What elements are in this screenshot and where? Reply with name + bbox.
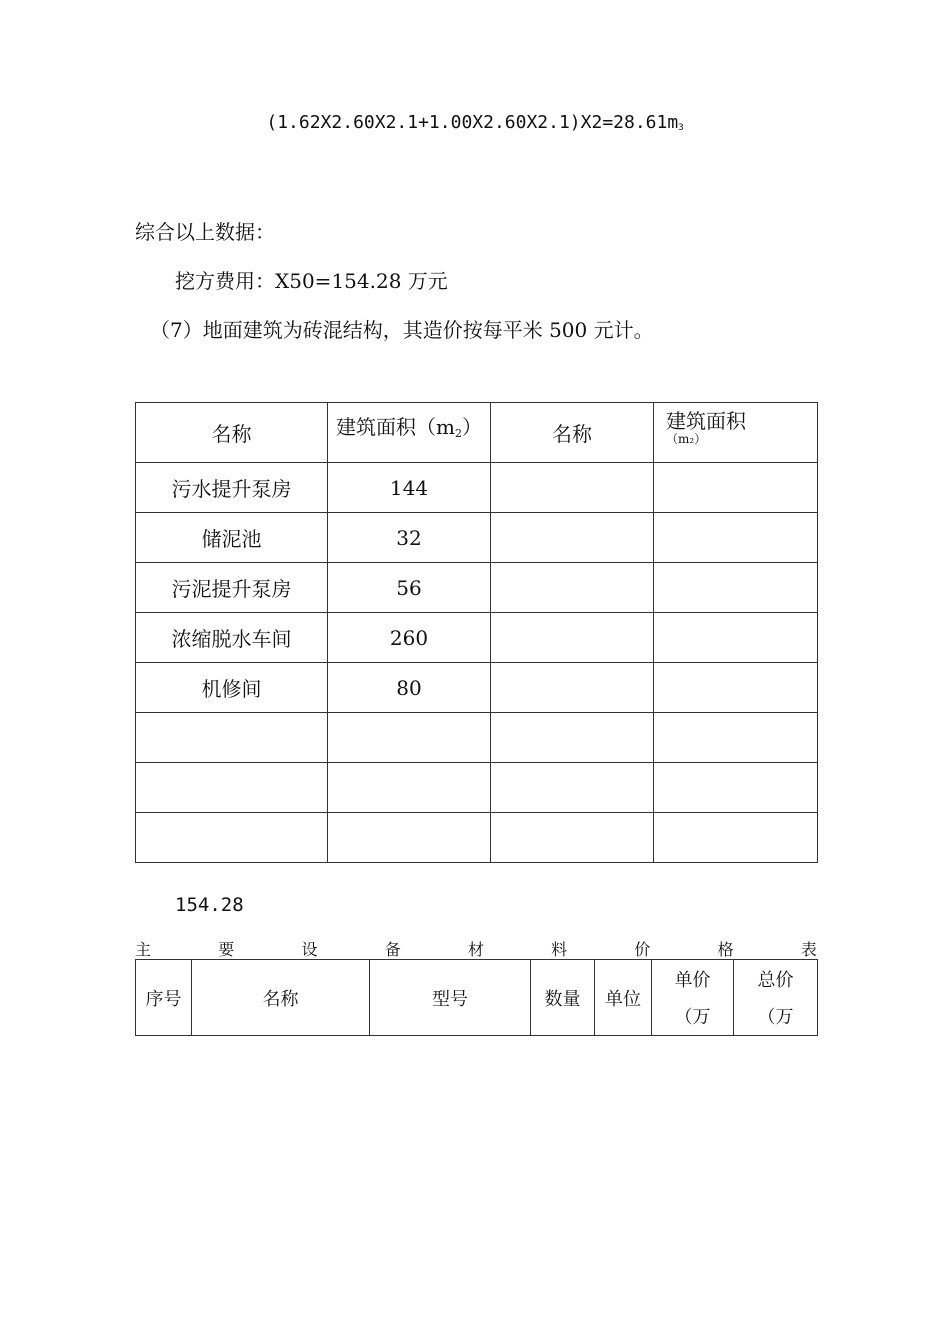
title-char: 设 bbox=[301, 940, 318, 959]
cell-empty bbox=[654, 813, 818, 863]
title-char: 材 bbox=[467, 940, 484, 959]
summary-label: 综合以上数据： bbox=[135, 220, 275, 244]
header-name: 名称 bbox=[136, 403, 328, 463]
cell-empty bbox=[491, 563, 654, 613]
cell-empty bbox=[491, 613, 654, 663]
table-row bbox=[136, 513, 818, 563]
header-name-2: 名称 bbox=[491, 403, 654, 463]
excavation-cost: 挖方费用：X50=154.28 万元 bbox=[175, 269, 448, 293]
table-header-row bbox=[136, 403, 818, 463]
cell-empty bbox=[654, 763, 818, 813]
cell-empty bbox=[654, 713, 818, 763]
formula-subscript: 3 bbox=[678, 123, 684, 133]
title-char: 备 bbox=[384, 940, 401, 959]
header-area-sub: 2 bbox=[454, 427, 462, 440]
cell-area: 260 bbox=[328, 613, 491, 663]
title-char: 主 bbox=[135, 940, 152, 959]
cell-empty bbox=[491, 763, 654, 813]
header-area-text: 建筑面积（m bbox=[336, 415, 455, 439]
header-unit: 单位 bbox=[595, 960, 652, 1036]
building-area-table bbox=[135, 402, 818, 863]
title-char: 料 bbox=[551, 940, 568, 959]
table-row bbox=[136, 613, 818, 663]
equipment-table-title bbox=[135, 940, 817, 960]
header-unit-price bbox=[652, 960, 734, 1036]
cell-empty bbox=[654, 613, 818, 663]
cell-name: 污水提升泵房 bbox=[136, 463, 328, 513]
cell-name: 机修间 bbox=[136, 663, 328, 713]
header-name: 名称 bbox=[192, 960, 370, 1036]
total-price-line1: 总价 bbox=[757, 969, 794, 991]
table-row bbox=[136, 713, 818, 763]
cell-name: 浓缩脱水车间 bbox=[136, 613, 328, 663]
header-area bbox=[328, 403, 491, 463]
header-area-2-line2: （m₂） bbox=[666, 432, 707, 446]
header-qty: 数量 bbox=[531, 960, 595, 1036]
cell-area bbox=[328, 763, 491, 813]
formula-line bbox=[0, 112, 950, 133]
title-char: 要 bbox=[218, 940, 235, 959]
unit-price-line2: （万 bbox=[674, 1007, 711, 1029]
cell-area: 80 bbox=[328, 663, 491, 713]
cell-empty bbox=[491, 713, 654, 763]
table-row bbox=[136, 813, 818, 863]
total-price-line2: （万 bbox=[757, 1007, 794, 1029]
header-total-price bbox=[734, 960, 818, 1036]
cell-name bbox=[136, 813, 328, 863]
cell-area: 144 bbox=[328, 463, 491, 513]
cell-empty bbox=[654, 663, 818, 713]
title-char: 价 bbox=[634, 940, 651, 959]
total-value: 154.28 bbox=[175, 894, 244, 916]
cell-empty bbox=[491, 813, 654, 863]
header-area-2-line1: 建筑面积 bbox=[666, 409, 746, 433]
cell-empty bbox=[491, 513, 654, 563]
title-char: 格 bbox=[717, 940, 734, 959]
unit-price-line1: 单价 bbox=[674, 969, 711, 991]
cell-name: 储泥池 bbox=[136, 513, 328, 563]
cell-empty bbox=[654, 563, 818, 613]
table-row bbox=[136, 563, 818, 613]
table-row bbox=[136, 763, 818, 813]
title-char: 表 bbox=[800, 940, 817, 959]
item-7-text: （7）地面建筑为砖混结构，其造价按每平米 500 元计。 bbox=[150, 318, 654, 342]
cell-name bbox=[136, 763, 328, 813]
formula-text: (1.62X2.60X2.1+1.00X2.60X2.1)X2=28.61m bbox=[266, 112, 679, 133]
header-area-2 bbox=[654, 403, 818, 463]
cell-area bbox=[328, 813, 491, 863]
cell-empty bbox=[491, 663, 654, 713]
cell-name: 污泥提升泵房 bbox=[136, 563, 328, 613]
cell-empty bbox=[654, 463, 818, 513]
cell-area: 56 bbox=[328, 563, 491, 613]
cell-empty bbox=[654, 513, 818, 563]
cell-empty bbox=[491, 463, 654, 513]
table-row bbox=[136, 463, 818, 513]
cell-area bbox=[328, 713, 491, 763]
header-model: 型号 bbox=[370, 960, 531, 1036]
cell-name bbox=[136, 713, 328, 763]
table-row bbox=[136, 663, 818, 713]
equipment-table bbox=[135, 959, 818, 1036]
header-area-close: ） bbox=[461, 415, 482, 439]
header-no: 序号 bbox=[136, 960, 192, 1036]
cell-area: 32 bbox=[328, 513, 491, 563]
equipment-header-row bbox=[136, 960, 818, 1036]
